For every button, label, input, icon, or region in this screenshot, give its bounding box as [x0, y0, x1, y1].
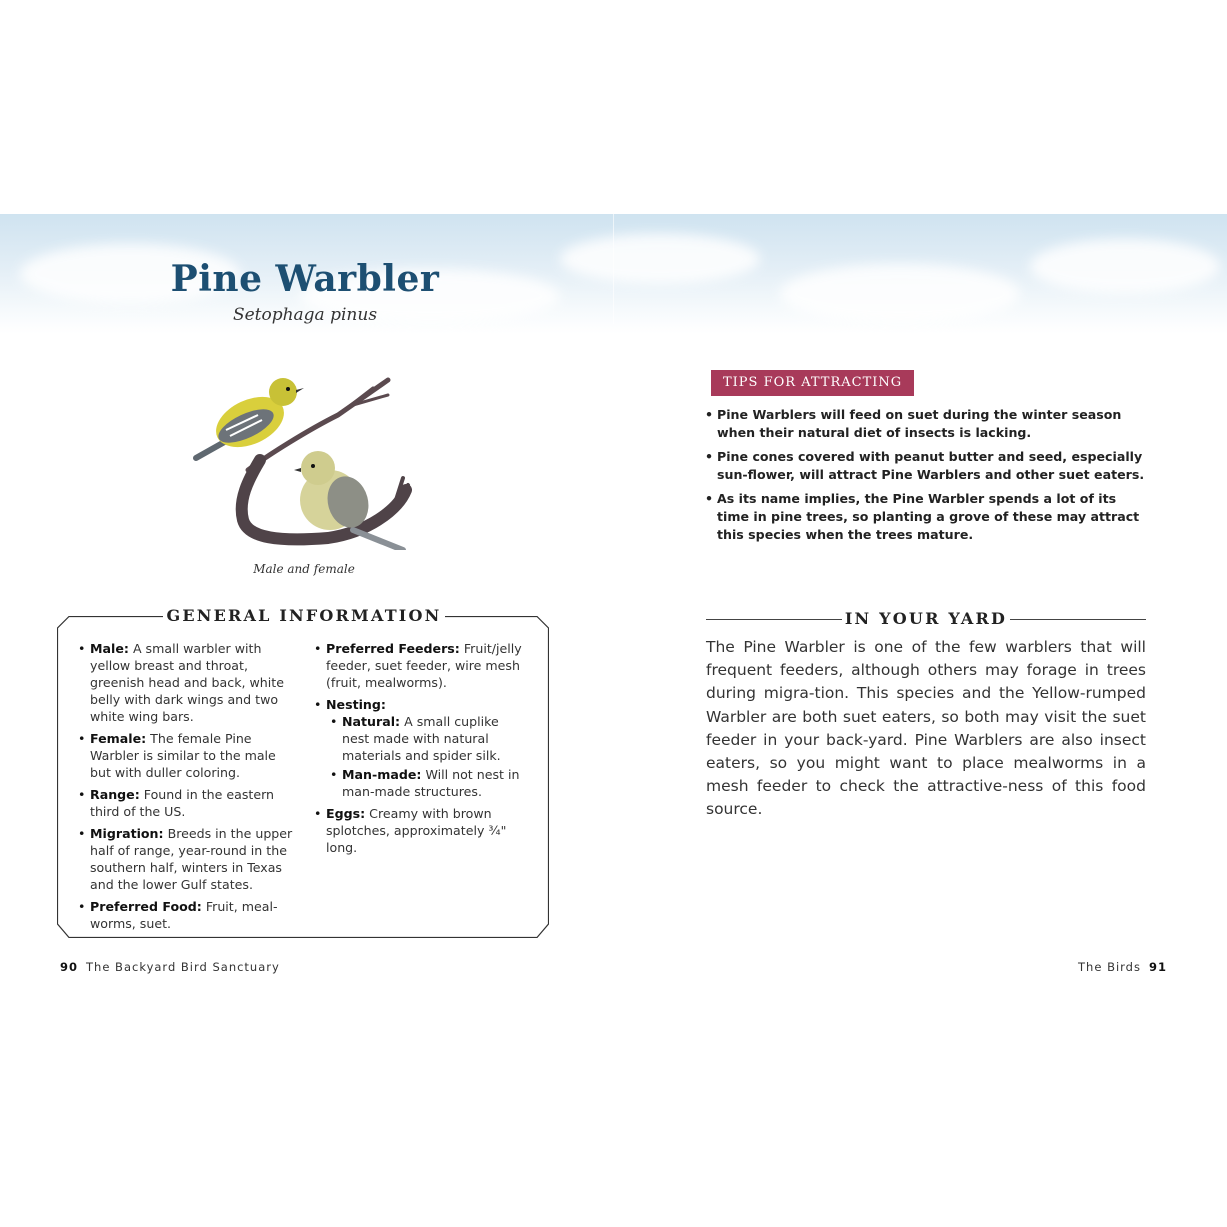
- tips-list: [705, 406, 1150, 550]
- illustration-caption: Male and female: [253, 562, 355, 576]
- left-footer: [60, 960, 280, 974]
- book-spread: [0, 214, 1227, 994]
- yard-body-text: The Pine Warbler is one of the few warblers that will frequent feeders, although others may forage in trees during migra-tion. This species and the Yellow-rumped Warbler are both suet eaters, so both may visit the suet feeder in your back-yard. Pine Warblers are also insect eaters, so you might want to place mealworms in a mesh feeder to check the attractive-ness of this food source.: [706, 638, 1146, 819]
- yard-heading: IN YOUR YARD: [844, 609, 1008, 628]
- general-info-column-2: [314, 640, 524, 861]
- info-item-range: • Range: Found in the eastern third of the US.: [78, 786, 296, 820]
- info-item-preferred-feeders: • Preferred Feeders: Fruit/jelly feeder, suet feeder, wire mesh (fruit, mealworms).: [314, 640, 524, 691]
- tip-item: • As its name implies, the Pine Warbler spends a lot of its time in pine trees, so planting a grove of these may attract this species when the trees mature.: [705, 490, 1150, 544]
- scientific-name: Setophaga pinus: [232, 305, 378, 325]
- pine-warbler-illustration: [188, 360, 418, 550]
- tips-heading-badge: TIPS FOR ATTRACTING: [711, 370, 914, 396]
- right-footer: [1078, 960, 1167, 974]
- info-item-manmade: • Man-made: Will not nest in man-made structures.: [330, 766, 524, 800]
- general-info-heading: GENERAL INFORMATION: [0, 606, 608, 625]
- info-item-female: • Female: The female Pine Warbler is similar to the male but with duller coloring.: [78, 730, 296, 781]
- info-item-nesting: • Nesting: • Natural: A small cuplike nest made with natural materials and spider silk. • Man-made: Will not nest in man-made structures.: [314, 696, 524, 800]
- general-info-column-1: [78, 640, 296, 937]
- right-page-number: 91: [1148, 960, 1167, 974]
- tip-item: • Pine Warblers will feed on suet during the winter season when their natural diet of insects is lacking.: [705, 406, 1150, 442]
- info-item-eggs: • Eggs: Creamy with brown splotches, approximately ¾" long.: [314, 805, 524, 856]
- page-title: Pine Warbler: [170, 258, 440, 300]
- info-item-migration: • Migration: Breeds in the upper half of range, year-round in the southern half, winters in Texas and the lower Gulf states.: [78, 825, 296, 893]
- section-title: The Birds: [1078, 960, 1141, 974]
- book-title: The Backyard Bird Sanctuary: [86, 960, 280, 974]
- info-item-preferred-food: • Preferred Food: Fruit, meal-worms, suet.: [78, 898, 296, 932]
- info-item-natural: • Natural: A small cuplike nest made with natural materials and spider silk.: [330, 713, 524, 764]
- tip-item: • Pine cones covered with peanut butter and seed, especially sun-flower, will attract Pine Warblers and other suet eaters.: [705, 448, 1150, 484]
- left-page-number: 90: [60, 960, 79, 974]
- info-item-male: • Male: A small warbler with yellow breast and throat, greenish head and back, white belly with dark wings and two white wing bars.: [78, 640, 296, 725]
